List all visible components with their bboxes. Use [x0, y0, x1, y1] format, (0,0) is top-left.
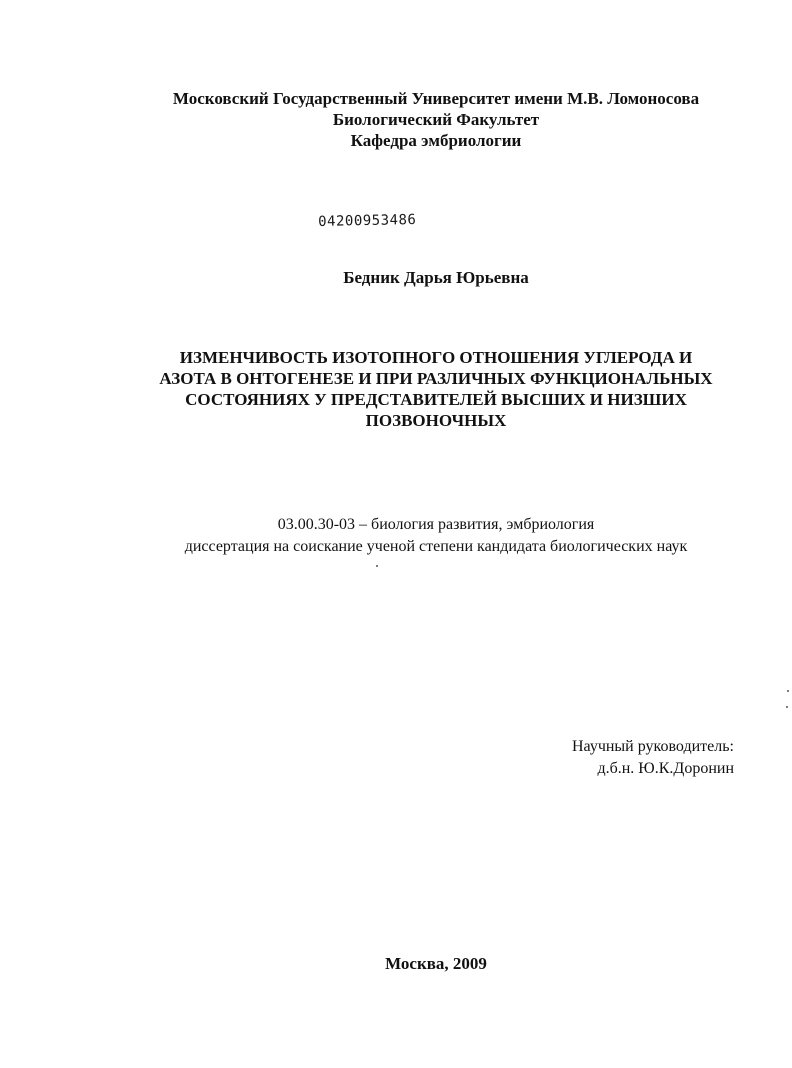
title-line: ИЗМЕНЧИВОСТЬ ИЗОТОПНОГО ОТНОШЕНИЯ УГЛЕРОДА И [179, 348, 693, 367]
scan-speck [376, 565, 378, 567]
scan-speck [786, 706, 788, 708]
dissertation-title [40, 347, 792, 431]
faculty-name: Биологический Факультет [332, 110, 540, 129]
supervisor-block [572, 736, 734, 780]
title-line: ПОЗВОНОЧНЫХ [365, 411, 507, 430]
supervisor-name: д.б.н. Ю.К.Доронин [597, 760, 734, 777]
supervisor-label: Научный руководитель: [571, 738, 734, 755]
author-name: Бедник Дарья Юрьевна [343, 268, 529, 287]
specialty-block [40, 514, 792, 558]
specialty-code: 03.00.30-03 – биология развития, эмбриология [277, 516, 595, 533]
title-line: СОСТОЯНИЯХ У ПРЕДСТАВИТЕЛЕЙ ВЫСШИХ И НИЗШИХ [185, 390, 687, 409]
department-name: Кафедра эмбриологии [350, 131, 522, 150]
library-stamp-number: 04200953486 [318, 211, 417, 230]
degree-description: диссертация на соискание ученой степени кандидата биологических наук [184, 538, 688, 555]
institution-header [40, 88, 792, 151]
title-line: АЗОТА В ОНТОГЕНЕЗЕ И ПРИ РАЗЛИЧНЫХ ФУНКЦИОНАЛЬНЫХ [159, 369, 713, 388]
city-year: Москва, 2009 [385, 954, 487, 973]
university-name: Московский Государственный Университет имени М.В. Ломоносова [172, 89, 700, 108]
scan-speck [787, 690, 789, 692]
